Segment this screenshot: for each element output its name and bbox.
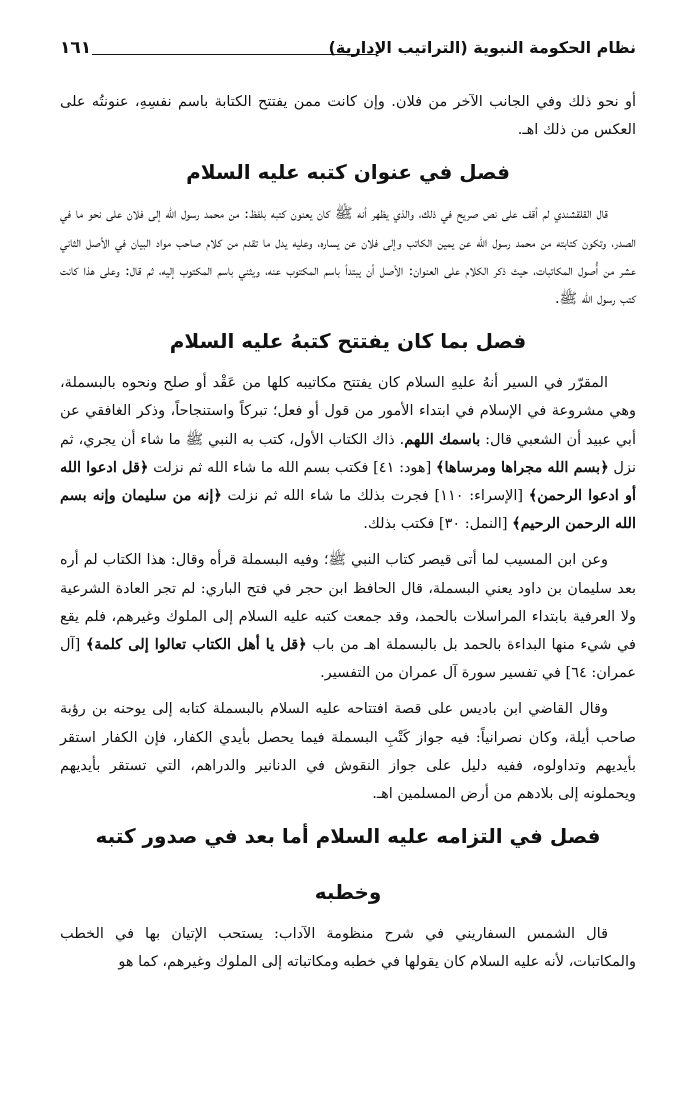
header-rule <box>92 54 376 55</box>
paragraph-gap <box>60 538 636 546</box>
text-run: [الإسراء: ١١٠] فجرت بذلك ما شاء الله ثم نزلت <box>221 488 529 505</box>
paragraph-qalqashandi: قال القلقشندي لم أقف على نص صريح في ذلك، والذي يظهر أنه ﷺ كان يعنون كتبه بلفظ: من محمد رسول الله إلى فلان على نحو ما في الصدر، وتكون كتابته من محمد رسول الله عن يمين الكاتب وإلى فلان عن يساره، وعليه يدل ما تقدم من كلام صاحب مواد البيان في الأصل الثاني عشر من أُصول المكاتبات، حيث ذكر الكلام على العنوان: الأصل أن يبتدأ باسم المكتوب عنه، ويثني باسم المكتوب إليه، ثم قال: وعلى هذا كانت كتب رسول الله ﷺ. <box>60 206 636 308</box>
quran-verse: ﴿إنه من سليمان وإنه بسم الله الرحمن الرحيم﴾ <box>60 487 636 533</box>
section-heading-amma-bad: فصل في التزامه عليه السلام أما بعد في صدور كتبه وخطبه <box>95 824 601 905</box>
quran-verse: ﴿قل ادعوا الله أو ادعوا الرحمن﴾ <box>60 458 636 505</box>
page-body <box>60 88 636 977</box>
text-run: [آل عمران: ٦٤] في تفسير سورة آل عمران من التفسير. <box>60 637 636 682</box>
text-run: [هود: ٤١] فكتب بسم الله ما شاء الله ثم نزلت <box>148 459 436 476</box>
section-heading-address: فصل في عنوان كتبه عليه السلام <box>186 160 510 185</box>
paragraph-continuation: أو نحو ذلك وفي الجانب الآخر من فلان. وإن كانت ممن يفتتح الكتابة باسم نفسِهِ، عنونتُه على العكس من ذلك اهـ. <box>60 94 636 139</box>
quran-verse: ﴿بسم الله مجراها ومرساها﴾ <box>435 458 609 476</box>
running-header <box>60 34 636 62</box>
text-run: وعن ابن المسيب لما أتى قيصر كتاب النبي ﷺ؛ وفيه البسملة قرأه وقال: هذا الكتاب لم أره بعد سليمان بن داود يعني البسملة، قال الحافظ ابن حجر في فتح الباري: لم تجر العادة الشرعية ولا العرفية بابتداء المراسلات بالحمد، وقد جمعت كتبه عليه السلام إلى الملوك وغيرهم، فلم يقع في شيء منها البداءة بالحمد بل بالبسملة اهـ من باب <box>60 552 636 654</box>
text-run: . ذاك الكتاب الأول، كتب به النبي ﷺ ما شاء أن يجري، ثم نزل <box>60 431 636 476</box>
page-number: ١٦١ <box>60 38 92 58</box>
paragraph-ibn-musayyib <box>60 546 636 687</box>
text-run: [النمل: ٣٠] فكتب بذلك. <box>363 516 513 533</box>
bold-phrase: باسمك اللهم <box>404 430 481 448</box>
paragraph-saffarini: قال الشمس السفاريني في شرح منظومة الآداب: يستحب الإتيان بها في الخطب والمكاتبات، لأنه عليه السلام كان يقولها في خطبه ومكاتباته إلى الملوك وغيرهم، كما هو <box>60 926 636 971</box>
text-run: المقرّر في السير أنهُ عليهِ السلام كان يفتتح مكاتيبه كلها من عَقْد أو صلح ونحوه بالبسملة، وهي مشروعة في الإسلام في ابتداء الأمور من قول أو فعل؛ تبركاً واستنجاحاً، وذكر الغافقي عن أبي عبيد أن الشعبي قال: <box>60 375 636 448</box>
book-title: نظام الحكومة النبوية (التراتيب الإدارية) <box>328 38 636 57</box>
section-heading-opening: فصل بما كان يفتتح كتبهُ عليه السلام <box>169 329 527 354</box>
quran-verse: ﴿قل يا أهل الكتاب تعالوا إلى كلمة﴾ <box>85 636 307 654</box>
paragraph-ibn-badis: وقال القاضي ابن باديس على قصة افتتاحه عليه السلام بالبسملة كتابه إلى يوحنه بن رؤبة صاحب أيلة، وكان نصرانياً: فيه جواز كَتْبِ البسملة فيما يحصل بأيدي الكفار، فإن الكفار استقر بأيديهم وتداولوه، ففيه دليل على جواز النقوش في الدنانير والدراهم، التي تستقر بأيديهم ويحملونه إلى بلادهم من أرض المسلمين اهـ. <box>60 701 636 803</box>
paragraph-basmala <box>60 369 636 538</box>
paragraph-gap <box>60 687 636 695</box>
